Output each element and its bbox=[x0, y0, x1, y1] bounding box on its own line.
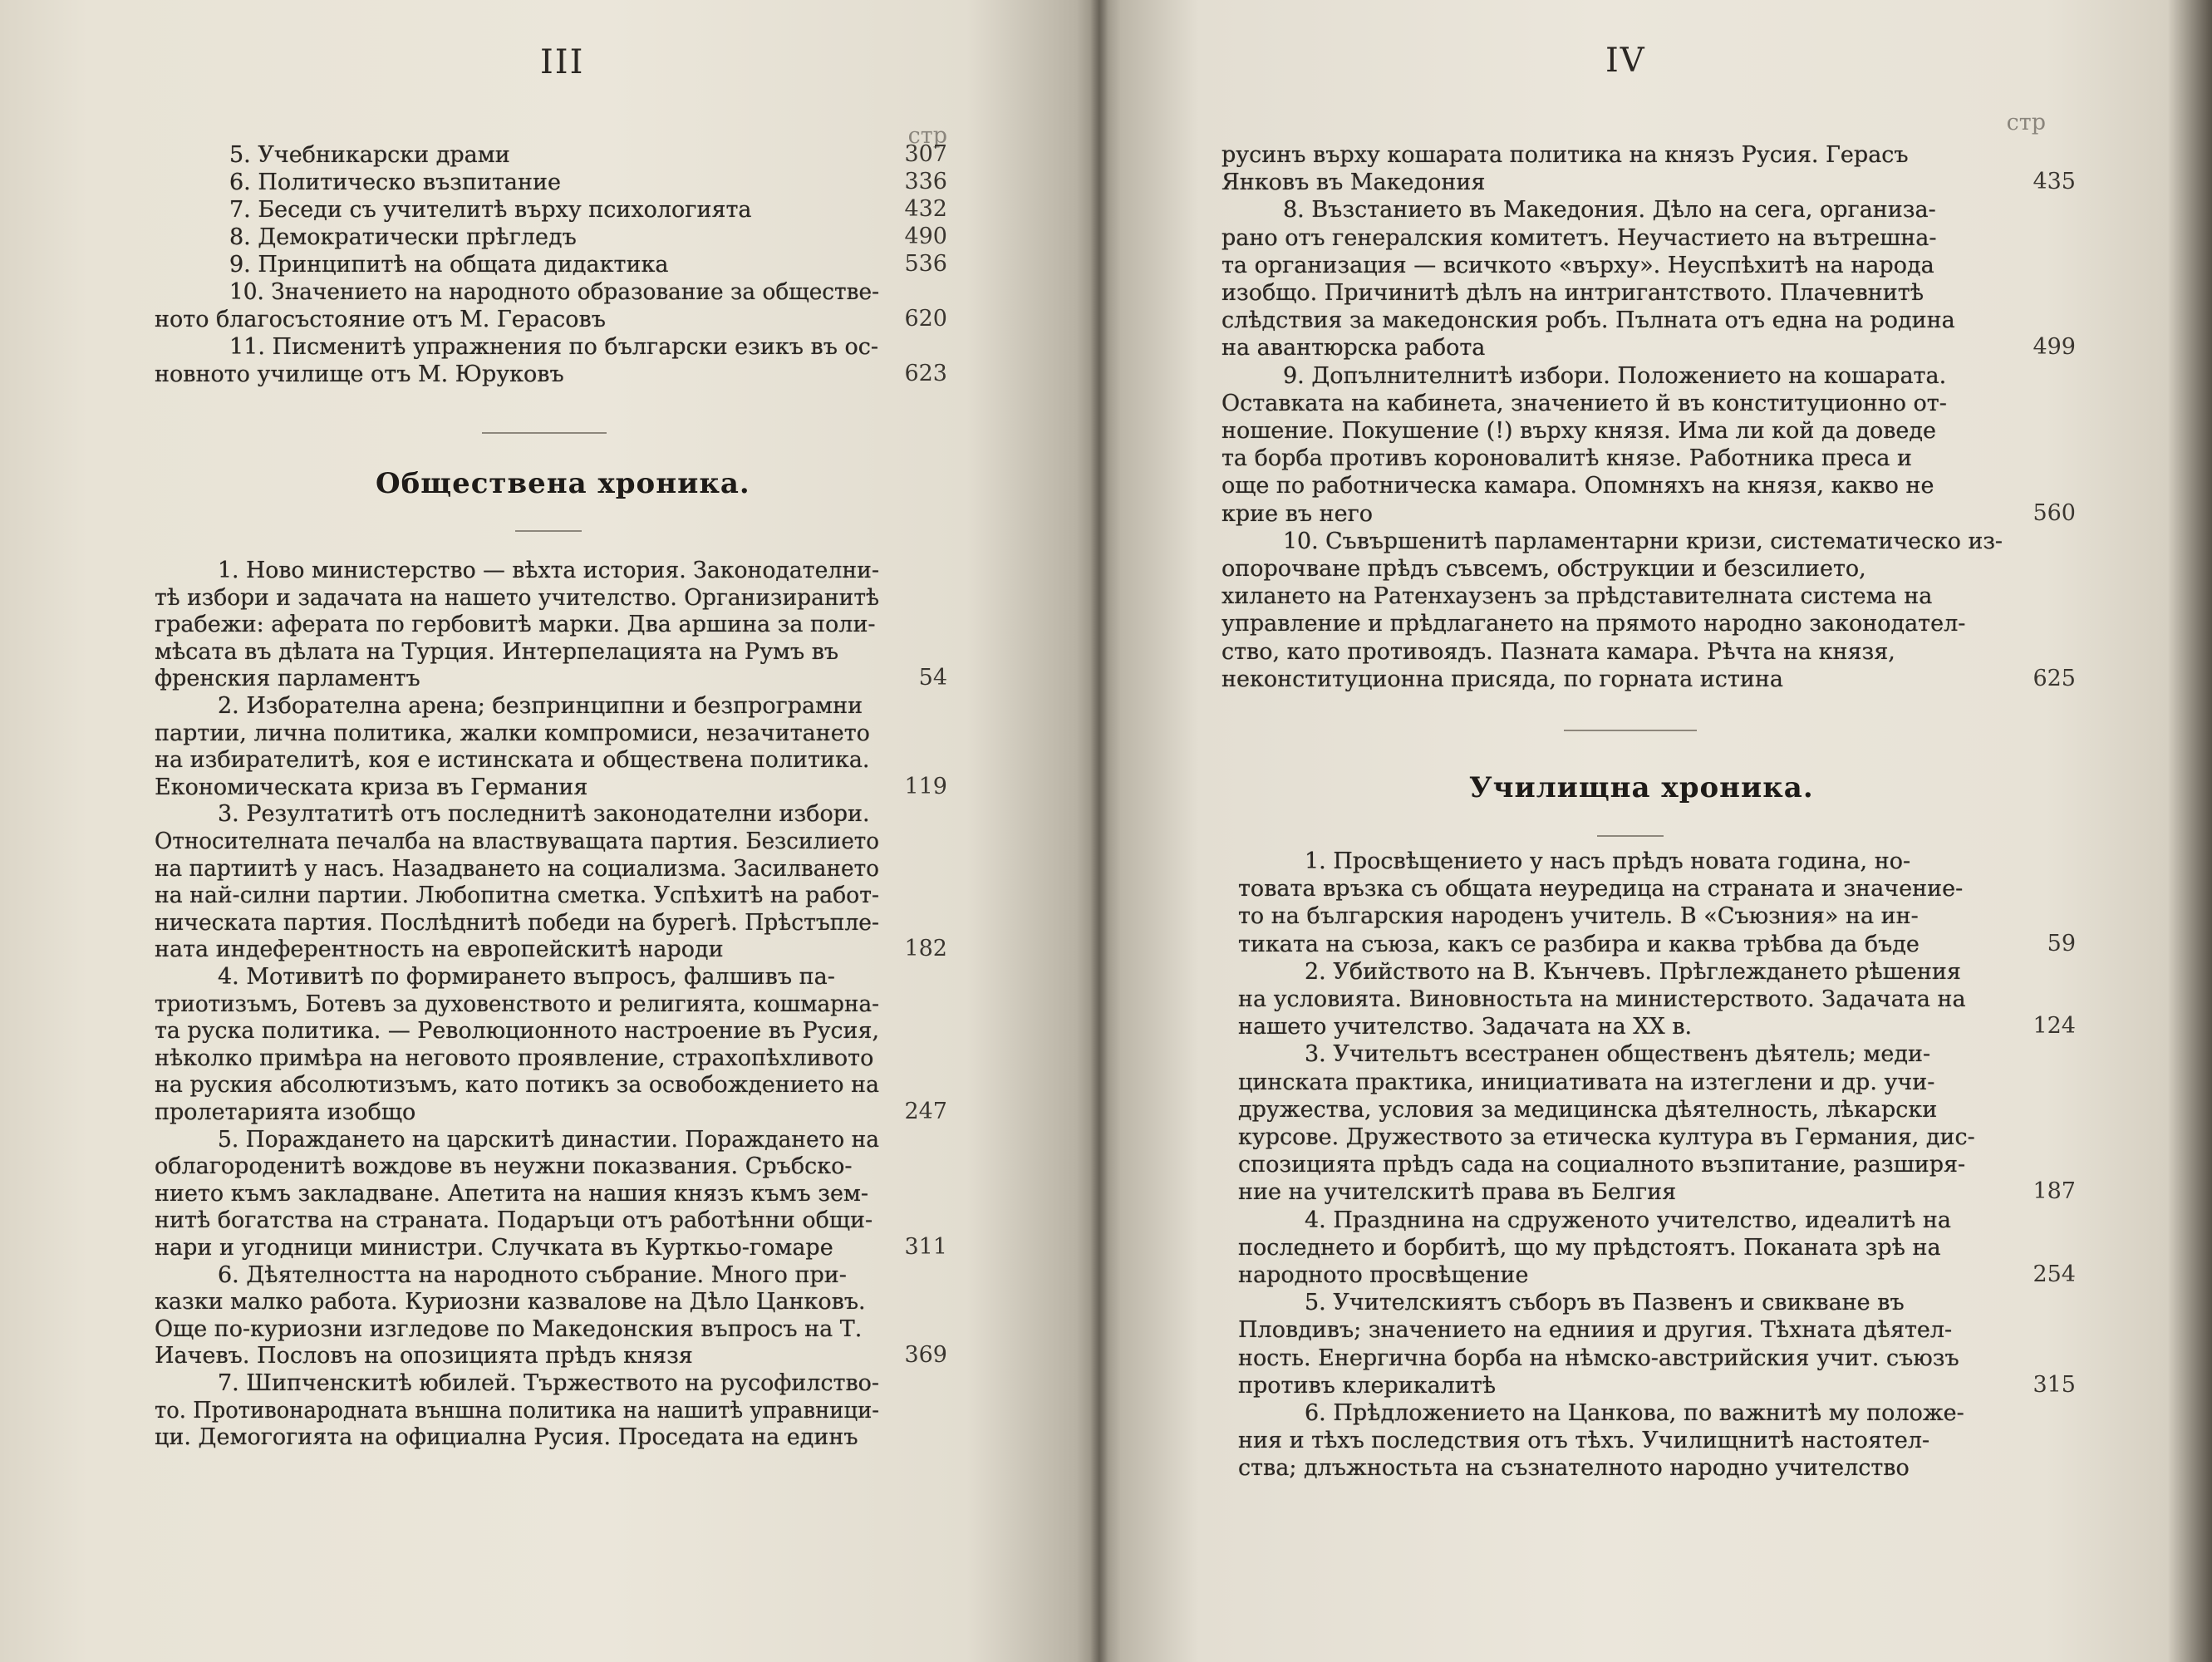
page-reference: 560 bbox=[2033, 499, 2076, 526]
entry-line: 11. Писменитѣ упражнения по български езикъ въ ос- bbox=[229, 334, 878, 360]
entry-line: дружества, условия за медицинска дѣятелность, лѣкарски bbox=[1238, 1096, 1938, 1123]
entry-line: управление и прѣдлагането на прямото народно законодател- bbox=[1222, 611, 1966, 637]
page-reference: 499 bbox=[2033, 334, 2076, 361]
entry-line: Иачевъ. Пословъ на опозицията прѣдъ князя bbox=[155, 1343, 693, 1369]
entry-line: курсове. Дружеството за етическа култура въ Германия, дис- bbox=[1238, 1124, 1975, 1150]
entry-line: 3. Учительтъ всестранен общественъ дѣятель; меди- bbox=[1305, 1041, 1931, 1068]
entry-line: пролетарията изобщо bbox=[155, 1099, 416, 1125]
entry-line: нашето учителство. Задачата на XX в. bbox=[1238, 1014, 1693, 1040]
page-reference: 119 bbox=[904, 773, 947, 799]
column-header: стр bbox=[2006, 110, 2046, 135]
page-reference: 254 bbox=[2033, 1261, 2076, 1287]
entry-line: на условията. Виновностьта на министерството. Задачата на bbox=[1238, 986, 1966, 1012]
section-title: Училищна хроника. bbox=[1469, 771, 1814, 804]
entry-line: 7. Шипченскитѣ юбилей. Тържеството на русофилство- bbox=[218, 1370, 879, 1396]
entry-line: 9. Принципитѣ на общата дидактика bbox=[229, 252, 669, 278]
entry-line: 3. Резултатитѣ отъ последнитѣ законодателни избори. bbox=[218, 801, 870, 828]
entry-line: 6. Прѣдложението на Цанкова, по важнитѣ му положе- bbox=[1305, 1400, 1964, 1426]
page-reference: 435 bbox=[2033, 169, 2076, 195]
entry-line: 6. Дѣятелността на народното събрание. Много при- bbox=[218, 1261, 847, 1288]
page-reference: 623 bbox=[904, 361, 947, 386]
entry-line: ци. Демогогията на официална Русия. Проседата на единъ bbox=[155, 1424, 858, 1451]
entry-line: триотизъмъ, Ботевъ за духовенството и религията, кошмарна- bbox=[155, 991, 879, 1017]
entry-line: та борба противъ короновалитѣ князе. Работника преса и bbox=[1222, 445, 1913, 472]
page-reference: 369 bbox=[904, 1342, 947, 1369]
entry-line: ство, като противоядъ. Пазната камара. Рѣчта на князя, bbox=[1222, 638, 1895, 665]
entry-line: тѣ избори и задачата на нашето учителство. Организиранитѣ bbox=[155, 584, 879, 611]
entry-line: 8. Демократически прѣгледъ bbox=[229, 224, 577, 250]
entry-line: цинската практика, инициативата на изтеглени и др. учи- bbox=[1238, 1069, 1935, 1095]
page-reference: 432 bbox=[904, 196, 947, 222]
page-reference: 336 bbox=[904, 169, 947, 194]
entry-line: новното училище отъ М. Юруковъ bbox=[155, 361, 564, 387]
entry-line: нието къмъ закладване. Апетита на нашия князъ къмъ зем- bbox=[155, 1180, 869, 1207]
entry-line: облагороденитѣ вождове въ неужни показвания. Сръбско- bbox=[155, 1153, 853, 1180]
entry-line: 5. Пораждането на царскитѣ династии. Пораждането на bbox=[218, 1126, 879, 1153]
page-reference: 247 bbox=[904, 1099, 947, 1124]
entry-line: товата връзка съ общата неуредица на страната и значение- bbox=[1238, 876, 1964, 902]
entry-line: русинъ върху кошарата политика на князъ Русия. Герасъ bbox=[1222, 142, 1909, 168]
page-number: III bbox=[540, 43, 585, 81]
entry-line: рано отъ генералския комитетъ. Неучастието на вътрешна- bbox=[1222, 224, 1937, 251]
entry-line: 7. Беседи съ учителитѣ върху психологията bbox=[229, 197, 752, 223]
entry-line: Пловдивъ; значението на едниия и другия. Тѣхната дѣятел- bbox=[1238, 1317, 1953, 1344]
page-reference: 490 bbox=[904, 224, 947, 249]
page-reference: 625 bbox=[2033, 665, 2076, 691]
entry-line: ната индеферентность на европейскитѣ народи bbox=[155, 937, 724, 963]
entry-line: 5. Учителскиятъ съборъ въ Пазвенъ и свикване въ bbox=[1305, 1290, 1905, 1316]
page-reference: 187 bbox=[2033, 1178, 2076, 1205]
section-title: Обществена хроника. bbox=[376, 467, 750, 500]
entry-line: 4. Празднина на сдруженото учителство, идеалитѣ на bbox=[1305, 1207, 1951, 1233]
entry-line: 6. Политическо възпитание bbox=[229, 170, 561, 195]
entry-line: Още по-куриозни изгледове по Македонския въпросъ на Т. bbox=[155, 1315, 863, 1342]
entry-line: та организация — всичкото «върху». Неуспѣхитѣ на народа bbox=[1222, 252, 1934, 278]
left-page bbox=[0, 0, 1099, 1662]
entry-line: на авантюрска работа bbox=[1222, 335, 1486, 361]
divider bbox=[515, 530, 582, 532]
entry-line: казки малко работа. Куриозни казвалове на Дѣло Цанковъ. bbox=[155, 1289, 866, 1315]
page-reference: 307 bbox=[904, 141, 947, 167]
book-gutter bbox=[1090, 0, 1108, 1662]
page-reference: 311 bbox=[904, 1234, 947, 1260]
entry-line: опорочване прѣдъ съвсемъ, обструкции и безсилието, bbox=[1222, 556, 1866, 582]
entry-line: тиката на съюза, какъ се разбира и каква трѣбва да бъде bbox=[1238, 931, 1920, 957]
entry-line: на руския абсолютизъмъ, като потикъ за освобождението на bbox=[155, 1072, 879, 1099]
entry-line: 5. Учебникарски драми bbox=[229, 142, 510, 168]
entry-line: 1. Просвѣщението у насъ прѣдъ новата година, но- bbox=[1305, 848, 1911, 874]
entry-line: ства; длъжностьта на съзнателното народно учителство bbox=[1238, 1455, 1910, 1482]
entry-line: Янковъ въ Македония bbox=[1222, 170, 1486, 196]
entry-line: мѣсата въ дѣлата на Турция. Интерпелацията на Румъ въ bbox=[155, 638, 839, 665]
page-reference: 124 bbox=[2033, 1013, 2076, 1040]
divider bbox=[1597, 835, 1664, 837]
entry-line: нари и угодници министри. Случката въ Курткьо-гомаре bbox=[155, 1235, 833, 1261]
entry-line: противъ клерикалитѣ bbox=[1238, 1372, 1497, 1399]
page-reference: 182 bbox=[904, 936, 947, 962]
entry-line: то на българския народенъ учитель. В «Съюзния» на ин- bbox=[1238, 903, 1919, 930]
entry-line: Оставката на кабинета, значението й въ конституционно от- bbox=[1222, 390, 1947, 416]
entry-line: нитѣ богатства на страната. Подаръци отъ работѣнни общи- bbox=[155, 1207, 873, 1234]
entry-line: нѣколко примѣра на неговото проявление, страхопѣхливото bbox=[155, 1045, 874, 1071]
entry-line: ние на учителскитѣ права въ Белгия bbox=[1238, 1179, 1677, 1206]
entry-line: на избирателитѣ, коя е истинската и обществена политика. bbox=[155, 747, 870, 774]
right-page bbox=[1099, 0, 2212, 1662]
page-reference: 54 bbox=[918, 665, 947, 691]
entry-line: ность. Енергична борба на нѣмско-австрийския учит. съюзъ bbox=[1238, 1345, 1959, 1371]
page-reference: 620 bbox=[904, 306, 947, 332]
entry-line: то. Противонародната външна политика на нашитѣ управници- bbox=[155, 1397, 879, 1424]
page-number: IV bbox=[1605, 42, 1646, 80]
entry-line: 9. Допълнителнитѣ избори. Положението на кошарата. bbox=[1283, 362, 1947, 389]
entry-line: спозицията прѣдъ сада на социалното възпитание, разширя- bbox=[1238, 1152, 1966, 1178]
entry-line: на най-силни партии. Любопитна сметка. Успѣхитѣ на работ- bbox=[155, 883, 879, 909]
entry-line: 2. Убийството на В. Кънчевъ. Прѣглеждането рѣшения bbox=[1305, 958, 1961, 985]
entry-line: още по работническа камара. Опомняхъ на князя, какво не bbox=[1222, 473, 1934, 499]
entry-line: неконституционна присяда, по горната истина bbox=[1222, 666, 1783, 692]
entry-line: слѣдствия за македонския робъ. Пълната отъ една на родина bbox=[1222, 307, 1955, 334]
entry-line: 10. Съвършенитѣ парламентарни кризи, систематическо из- bbox=[1283, 528, 2003, 554]
page-reference: 536 bbox=[904, 251, 947, 277]
column-header: стр bbox=[907, 123, 947, 149]
entry-line: 4. Мотивитѣ по формирането въпросъ, фалшивъ па- bbox=[218, 964, 835, 990]
entry-line: крие въ него bbox=[1222, 500, 1374, 527]
entry-line: последнето и борбитѣ, що му прѣдстоятъ. Поканата зрѣ на bbox=[1238, 1234, 1941, 1261]
entry-line: партии, лична политика, жалки компромиси, незачитането bbox=[155, 720, 870, 746]
page-reference: 59 bbox=[2047, 930, 2076, 956]
entry-line: грабежи: аферата по гербовитѣ марки. Два аршина за поли- bbox=[155, 612, 876, 638]
entry-line: ношение. Покушение (!) върху князя. Има ли кой да доведе bbox=[1222, 418, 1936, 444]
entry-line: та руска политика. — Революционното настроение въ Русия, bbox=[155, 1018, 879, 1045]
entry-line: 10. Значението на народното образование за обществе- bbox=[229, 279, 879, 305]
entry-line: 1. Ново министерство — вѣхта история. Законодателни- bbox=[218, 558, 879, 583]
divider bbox=[1564, 730, 1697, 731]
entry-line: ното благосъстояние отъ М. Герасовъ bbox=[155, 307, 606, 332]
entry-line: народното просвѣщение bbox=[1238, 1262, 1529, 1288]
entry-line: Относителната печалба на властвуващата партия. Безсилието bbox=[155, 829, 879, 854]
entry-line: хилането на Ратенхаузенъ за прѣдставителната система на bbox=[1222, 583, 1933, 610]
entry-line: на партиитѣ у насъ. Назадването на социализма. Засилването bbox=[155, 855, 879, 882]
divider bbox=[482, 432, 607, 434]
entry-line: Економическата криза въ Германия bbox=[155, 774, 588, 800]
entry-line: ния и тѣхъ последствия отъ тѣхъ. Училищнитѣ настоятел- bbox=[1238, 1428, 1930, 1454]
entry-line: 2. Изборателна арена; безпринципни и безпрограмни bbox=[218, 693, 863, 719]
entry-line: френския парламентъ bbox=[155, 666, 420, 692]
entry-line: ническата партия. Послѣднитѣ победи на бурегѣ. Прѣстъпле- bbox=[155, 909, 879, 936]
entry-line: 8. Възстанието въ Македония. Дѣло на сега, организа- bbox=[1283, 197, 1936, 224]
page-reference: 315 bbox=[2033, 1371, 2076, 1398]
entry-line: изобщо. Причинитѣ дѣлъ на интригантството. Плачевнитѣ bbox=[1222, 280, 1924, 306]
